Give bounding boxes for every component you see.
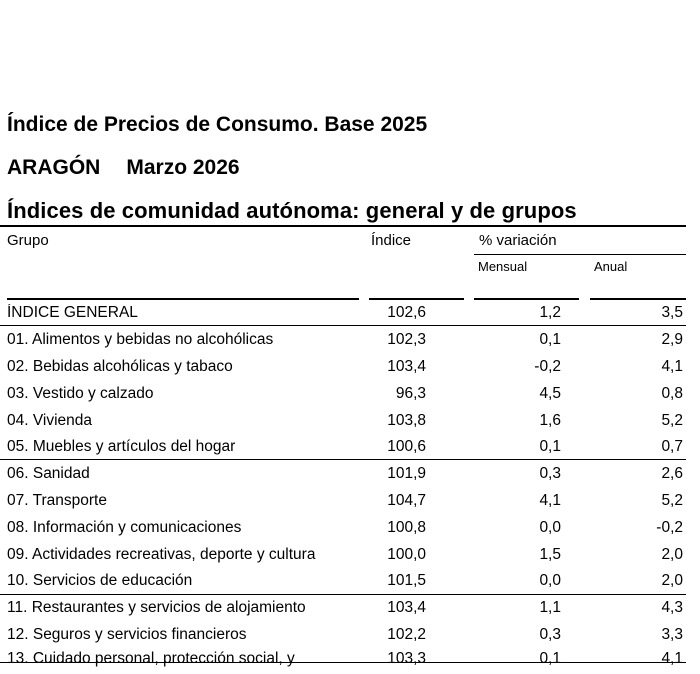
row-annual: 4,1 bbox=[661, 650, 683, 667]
row-name: 06. Sanidad bbox=[7, 465, 90, 482]
row-annual: 3,3 bbox=[661, 626, 683, 643]
row-monthly: 1,2 bbox=[539, 304, 561, 321]
row-name: 12. Seguros y servicios financieros bbox=[7, 626, 247, 643]
header-annual: Anual bbox=[594, 259, 628, 274]
row-index: 100,0 bbox=[387, 546, 426, 563]
row-monthly: 0,0 bbox=[539, 572, 561, 589]
row-index: 96,3 bbox=[395, 385, 426, 402]
table-row bbox=[0, 646, 700, 672]
row-name: 08. Información y comunicaciones bbox=[7, 519, 242, 536]
row-index: 102,3 bbox=[387, 331, 426, 348]
row-monthly: 1,1 bbox=[539, 599, 561, 616]
table-row bbox=[0, 300, 700, 326]
row-name: 02. Bebidas alcohólicas y tabaco bbox=[7, 358, 233, 375]
row-name: 13. Cuidado personal, protección social, y bbox=[7, 650, 295, 667]
row-monthly: 0,1 bbox=[539, 331, 561, 348]
table-row bbox=[0, 515, 700, 541]
row-monthly: 1,5 bbox=[539, 546, 561, 563]
row-monthly: 4,1 bbox=[539, 492, 561, 509]
row-index: 100,6 bbox=[387, 438, 426, 455]
row-annual: -0,2 bbox=[656, 519, 683, 536]
header-top-rule bbox=[0, 225, 686, 227]
table-row bbox=[0, 488, 700, 514]
row-index: 100,8 bbox=[387, 519, 426, 536]
row-monthly: 4,5 bbox=[539, 385, 561, 402]
row-index: 103,8 bbox=[387, 412, 426, 429]
row-monthly: 0,1 bbox=[539, 650, 561, 667]
row-name: 09. Actividades recreativas, deporte y cultura bbox=[7, 546, 316, 563]
header-index: Índice bbox=[371, 232, 412, 249]
period: Marzo 2026 bbox=[126, 156, 240, 179]
table-row bbox=[0, 327, 700, 353]
table-row bbox=[0, 381, 700, 407]
row-index: 103,3 bbox=[387, 650, 426, 667]
row-annual: 4,3 bbox=[661, 599, 683, 616]
table-row bbox=[0, 354, 700, 380]
row-monthly: 0,3 bbox=[539, 626, 561, 643]
row-annual: 2,9 bbox=[661, 331, 683, 348]
row-monthly: 0,0 bbox=[539, 519, 561, 536]
row-annual: 4,1 bbox=[661, 358, 683, 375]
row-name: 05. Muebles y artículos del hogar bbox=[7, 438, 236, 455]
row-name: 04. Vivienda bbox=[7, 412, 93, 429]
row-index: 101,9 bbox=[387, 465, 426, 482]
row-index: 104,7 bbox=[387, 492, 426, 509]
header-monthly: Mensual bbox=[478, 259, 528, 274]
region-period bbox=[7, 156, 240, 180]
row-index: 103,4 bbox=[387, 358, 426, 375]
row-name: 03. Vestido y calzado bbox=[7, 385, 154, 402]
table-row bbox=[0, 568, 700, 594]
table-row bbox=[0, 542, 700, 568]
table-row bbox=[0, 408, 700, 434]
row-annual: 2,6 bbox=[661, 465, 683, 482]
variation-rule bbox=[474, 254, 686, 255]
row-annual: 3,5 bbox=[661, 304, 683, 321]
row-monthly: 1,6 bbox=[539, 412, 561, 429]
row-index: 101,5 bbox=[387, 572, 426, 589]
header-group: Grupo bbox=[7, 232, 49, 249]
page-title: Índice de Precios de Consumo. Base 2025 bbox=[7, 113, 428, 136]
row-index: 102,6 bbox=[387, 304, 426, 321]
row-name: ÍNDICE GENERAL bbox=[7, 304, 138, 321]
row-annual: 2,0 bbox=[661, 572, 683, 589]
region: ARAGÓN bbox=[7, 156, 101, 179]
table-subtitle: Índices de comunidad autónoma: general y de grupos bbox=[7, 198, 577, 223]
row-annual: 5,2 bbox=[661, 412, 683, 429]
row-index: 102,2 bbox=[387, 626, 426, 643]
row-monthly: -0,2 bbox=[534, 358, 561, 375]
row-monthly: 0,3 bbox=[539, 465, 561, 482]
table-row bbox=[0, 461, 700, 487]
row-index: 103,4 bbox=[387, 599, 426, 616]
header-variation: % variación bbox=[479, 232, 557, 249]
row-name: 11. Restaurantes y servicios de alojamiento bbox=[7, 599, 306, 616]
row-monthly: 0,1 bbox=[539, 438, 561, 455]
table-row bbox=[0, 622, 700, 648]
row-name: 10. Servicios de educación bbox=[7, 572, 193, 589]
row-annual: 0,8 bbox=[661, 385, 683, 402]
row-annual: 0,7 bbox=[661, 438, 683, 455]
row-annual: 5,2 bbox=[661, 492, 683, 509]
row-name: 01. Alimentos y bebidas no alcohólicas bbox=[7, 331, 274, 348]
table-row bbox=[0, 434, 700, 460]
row-name: 07. Transporte bbox=[7, 492, 107, 509]
row-annual: 2,0 bbox=[661, 546, 683, 563]
table-row bbox=[0, 595, 700, 621]
